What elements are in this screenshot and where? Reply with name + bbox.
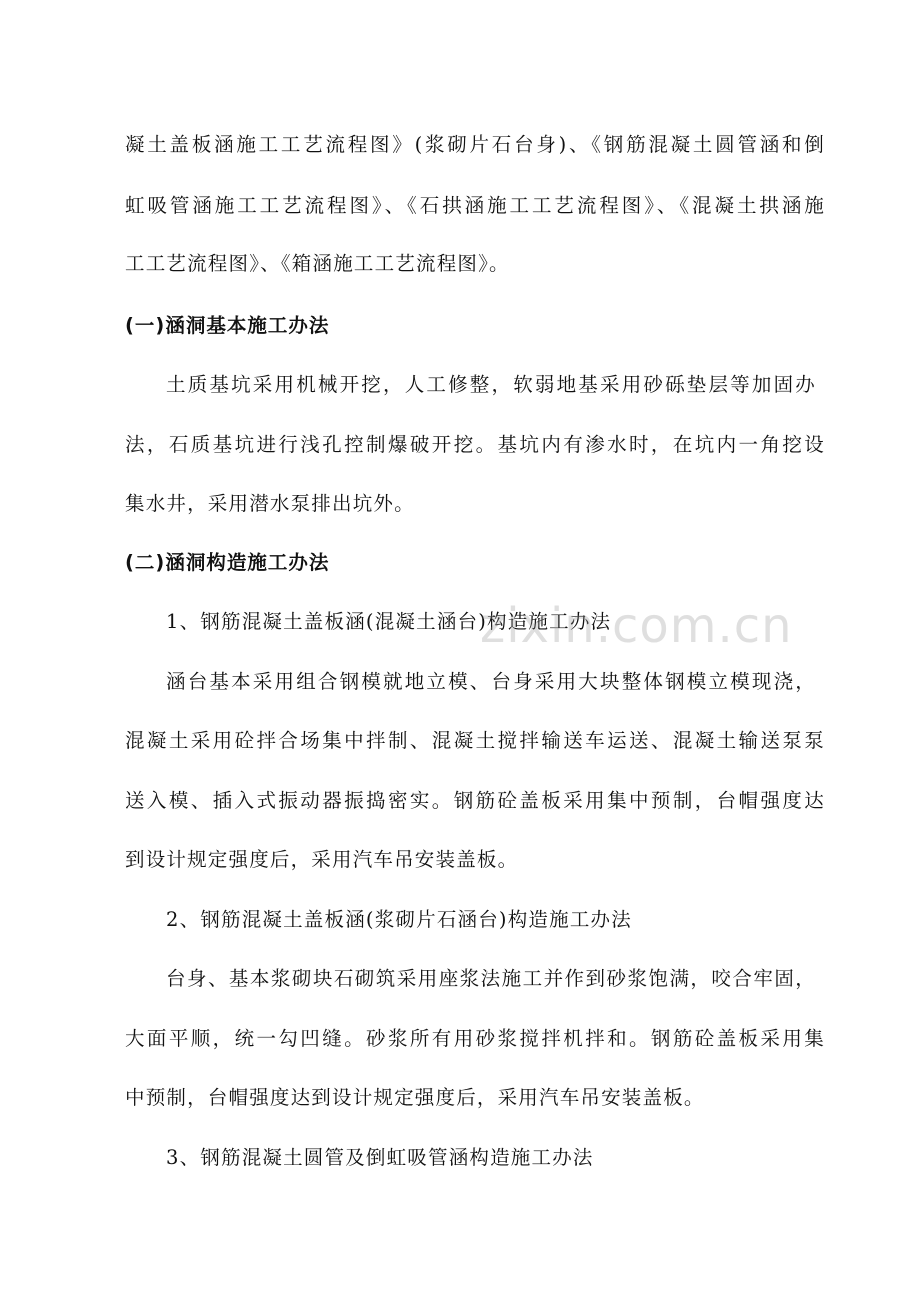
paragraph-line-8: 混凝土采用砼拌合场集中拌制、混凝土搅拌输送车运送、混凝土输送泵泵 (125, 729, 825, 752)
subsection-heading-2: 2、钢筋混凝土盖板涵(浆砌片石涵台)构造施工办法 (166, 908, 632, 931)
paragraph-line-6: 集水井，采用潜水泵排出坑外。 (125, 492, 415, 515)
subsection-heading-3: 3、钢筋混凝土圆管及倒虹吸管涵构造施工办法 (166, 1146, 594, 1169)
paragraph-line-12: 大面平顺，统一勾凹缝。砂浆所有用砂浆搅拌机拌和。钢筋砼盖板采用集 (125, 1027, 825, 1050)
paragraph-line-11: 台身、基本浆砌块石砌筑采用座浆法施工并作到砂浆饱满，咬合牢固， (166, 967, 816, 990)
section-heading-1: (一)涵洞基本施工办法 (125, 314, 330, 337)
paragraph-line-1: 凝土盖板涵施工工艺流程图》(浆砌片石台身)、《钢筋混凝土圆管涵和倒 (125, 133, 825, 156)
paragraph-line-10: 到设计规定强度后，采用汽车吊安装盖板。 (125, 848, 519, 871)
paragraph-line-4: 土质基坑采用机械开挖，人工修整，软弱地基采用砂砾垫层等加固办 (166, 373, 816, 396)
paragraph-line-7: 涵台基本采用组合钢模就地立模、台身采用大块整体钢模立模现浇， (166, 670, 816, 693)
paragraph-line-9: 送入模、插入式振动器振捣密实。钢筋砼盖板采用集中预制，台帽强度达 (125, 789, 825, 812)
paragraph-line-5: 法，石质基坑进行浅孔控制爆破开挖。基坑内有渗水时，在坑内一角挖设 (125, 433, 825, 456)
watermark: zixin.com.cn (480, 598, 793, 654)
paragraph-line-2: 虹吸管涵施工工艺流程图》、《石拱涵施工工艺流程图》、《混凝土拱涵施 (125, 194, 825, 217)
section-heading-2: (二)涵洞构造施工办法 (125, 551, 330, 574)
paragraph-line-13: 中预制，台帽强度达到设计规定强度后，采用汽车吊安装盖板。 (125, 1086, 705, 1109)
subsection-heading-1: 1、钢筋混凝土盖板涵(混凝土涵台)构造施工办法 (166, 610, 612, 633)
paragraph-line-3: 工工艺流程图》、《箱涵施工工艺流程图》。 (125, 252, 510, 275)
